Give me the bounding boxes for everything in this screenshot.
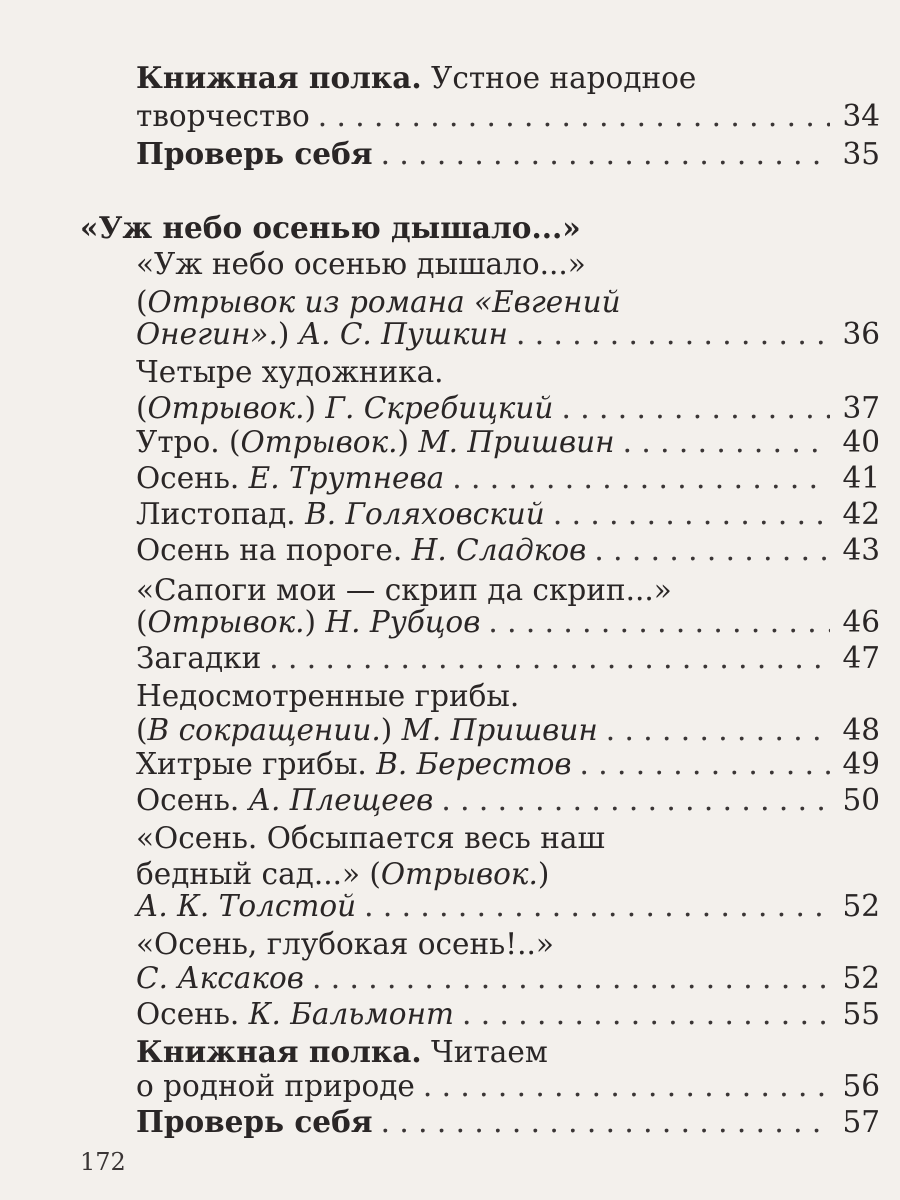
title-fragment: Г. Скребицкий	[325, 391, 554, 425]
title-fragment: Отрывок.	[380, 857, 538, 891]
title-fragment: творчество	[136, 99, 310, 133]
toc-entry	[136, 1066, 880, 1106]
title-fragment: (	[136, 713, 148, 747]
toc-entry-title	[136, 458, 444, 498]
title-fragment: К. Бальмонт	[248, 997, 454, 1031]
title-fragment: Книжная полка.	[136, 60, 422, 95]
toc-entry-title	[136, 96, 310, 136]
toc-page-number: 34	[842, 99, 880, 133]
title-fragment: В. Голяховский	[305, 497, 545, 531]
title-fragment: )	[304, 391, 326, 425]
toc-entry-title	[136, 638, 261, 678]
toc-entry	[136, 494, 880, 534]
toc-page-number: 41	[842, 461, 880, 495]
toc-page-number: 50	[842, 783, 880, 817]
toc-entry	[136, 780, 880, 820]
toc-entry-title	[136, 244, 586, 284]
dot-leader	[594, 530, 830, 570]
toc-entry	[136, 134, 880, 174]
title-fragment: Устное народное	[421, 61, 697, 95]
title-fragment: Отрывок.	[147, 605, 305, 639]
title-fragment: В сокращении.	[147, 713, 381, 747]
toc-entry	[136, 458, 880, 498]
title-fragment: Осень.	[136, 997, 249, 1031]
title-fragment: Читаем	[421, 1035, 548, 1069]
toc-page-number: 52	[842, 889, 880, 923]
toc-page-number: 37	[842, 391, 880, 425]
toc-page-number: 47	[842, 641, 880, 675]
title-fragment: (	[136, 285, 148, 319]
toc-page-number: 49	[842, 747, 880, 781]
toc-entry	[136, 886, 880, 926]
toc-entry	[136, 352, 880, 392]
title-fragment: «Уж небо осенью дышало...»	[136, 247, 586, 281]
toc-page-number: 36	[842, 317, 880, 351]
toc-entry-title	[136, 314, 508, 354]
dot-leader	[269, 638, 830, 678]
title-fragment: )	[380, 713, 402, 747]
toc-entry	[136, 638, 880, 678]
toc-entry-title	[136, 352, 444, 392]
toc-entry-title	[80, 208, 581, 248]
title-fragment: Хитрые грибы.	[136, 747, 377, 781]
toc-entry-title	[136, 780, 433, 820]
toc-entry	[136, 818, 880, 858]
title-fragment: «Осень, глубокая осень!..»	[136, 927, 554, 961]
title-fragment: (	[136, 391, 148, 425]
toc-entry-title	[136, 958, 304, 998]
toc-page-number: 40	[842, 425, 880, 459]
toc-entry	[136, 994, 880, 1034]
toc-page-number: 48	[842, 713, 880, 747]
toc-page-number: 46	[842, 605, 880, 639]
title-fragment: Книжная полка.	[136, 1034, 422, 1069]
dot-leader	[580, 744, 830, 784]
title-fragment: )	[304, 605, 326, 639]
page-number: 172	[80, 1148, 126, 1176]
title-fragment: Утро. (	[136, 425, 241, 459]
toc-page-number: 56	[842, 1069, 880, 1103]
title-fragment: Н. Рубцов	[325, 605, 481, 639]
title-fragment: бедный сад...» (	[136, 857, 381, 891]
toc-entry	[136, 602, 880, 642]
toc-entry-title	[136, 1066, 415, 1106]
toc-entry	[136, 96, 880, 136]
toc-entry	[136, 422, 880, 462]
toc-entry-title	[136, 494, 545, 534]
title-fragment: Проверь себя	[136, 136, 373, 171]
title-fragment: )	[277, 317, 299, 351]
title-fragment: А. К. Толстой	[136, 889, 357, 923]
toc-entry-title	[136, 886, 356, 926]
title-fragment: «Сапоги мои — скрип да скрип...»	[136, 573, 672, 607]
dot-leader	[516, 314, 830, 354]
toc-page-number: 35	[842, 137, 880, 171]
title-fragment: Листопад.	[136, 497, 306, 531]
title-fragment: Н. Сладков	[411, 533, 587, 567]
dot-leader	[312, 958, 830, 998]
dot-leader	[364, 886, 830, 926]
toc-page-number: 43	[842, 533, 880, 567]
title-fragment: Отрывок.	[240, 425, 398, 459]
toc-entry-title	[136, 134, 373, 174]
toc-entry	[136, 744, 880, 784]
toc-page-number: 52	[842, 961, 880, 995]
toc-entry-title	[136, 818, 605, 858]
toc-entry	[136, 1102, 880, 1142]
toc-entry-title	[136, 744, 572, 784]
section-heading	[80, 208, 880, 248]
dot-leader	[553, 494, 830, 534]
title-fragment: Проверь себя	[136, 1104, 373, 1139]
toc-entry-title	[136, 58, 696, 98]
toc-entry	[136, 244, 880, 284]
title-fragment: Осень.	[136, 461, 249, 495]
title-fragment: Осень на пороге.	[136, 533, 412, 567]
dot-leader	[381, 134, 830, 174]
dot-leader	[452, 458, 830, 498]
dot-leader	[318, 96, 830, 136]
title-fragment: М. Пришвин	[418, 425, 615, 459]
title-fragment: А. С. Пушкин	[298, 317, 508, 351]
dot-leader	[462, 994, 830, 1034]
dot-leader	[488, 602, 830, 642]
toc-page-number: 55	[842, 997, 880, 1031]
title-fragment: М. Пришвин	[401, 713, 598, 747]
title-fragment: Отрывок из романа «Евгений	[147, 285, 621, 319]
title-fragment: С. Аксаков	[136, 961, 304, 995]
title-fragment: «Осень. Обсыпается весь наш	[136, 821, 605, 855]
toc-entry	[136, 314, 880, 354]
dot-leader	[423, 1066, 830, 1106]
title-fragment: (	[136, 605, 148, 639]
title-fragment: )	[397, 425, 419, 459]
toc-entry-title	[136, 1102, 373, 1142]
title-fragment: В. Берестов	[376, 747, 572, 781]
toc-entry	[136, 530, 880, 570]
toc-entry-title	[136, 422, 615, 462]
toc-entry-title	[136, 530, 586, 570]
dot-leader	[381, 1102, 830, 1142]
toc-entry-title	[136, 994, 454, 1034]
title-fragment: Осень.	[136, 783, 249, 817]
dot-leader	[623, 422, 830, 462]
title-fragment: Недосмотренные грибы.	[136, 679, 520, 713]
toc-entry-title	[136, 602, 480, 642]
title-fragment: «Уж небо осенью дышало...»	[80, 210, 581, 245]
title-fragment: Е. Трутнева	[248, 461, 445, 495]
title-fragment: Отрывок.	[147, 391, 305, 425]
toc-page-number: 57	[842, 1105, 880, 1139]
title-fragment: о родной природе	[136, 1069, 415, 1103]
toc-page-number: 42	[842, 497, 880, 531]
toc-entry	[136, 58, 880, 98]
title-fragment: Онегин».	[136, 317, 278, 351]
title-fragment: Четыре художника.	[136, 355, 444, 389]
dot-leader	[441, 780, 830, 820]
title-fragment: Загадки	[136, 641, 262, 675]
toc-entry	[136, 958, 880, 998]
title-fragment: )	[537, 857, 550, 891]
title-fragment: А. Плещеев	[248, 783, 434, 817]
